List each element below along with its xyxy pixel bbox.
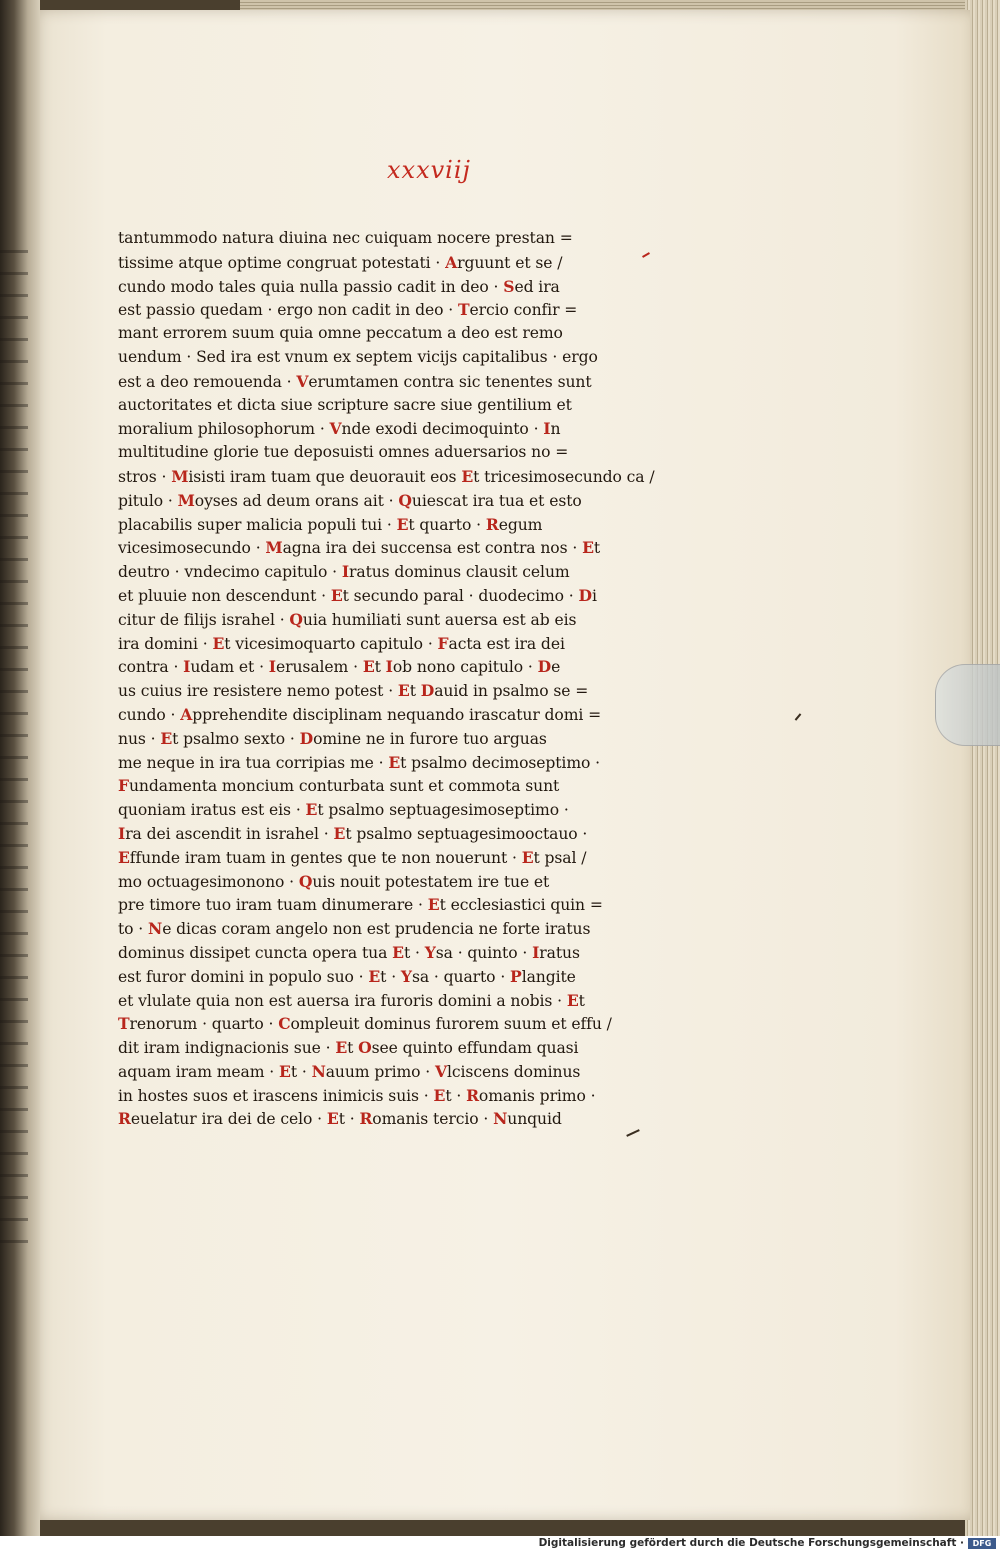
- text-segment: omanis primo ·: [478, 1086, 596, 1105]
- rubricated-initial: T: [118, 1014, 130, 1034]
- text-line: [118, 917, 688, 941]
- text-segment: uiescat ira tua et esto: [411, 491, 582, 510]
- text-segment: see quinto effundam quasi: [371, 1039, 579, 1058]
- rubricated-initial: A: [180, 704, 193, 724]
- text-line: [118, 989, 688, 1013]
- text-segment: t psalmo septuagesimoseptimo ·: [317, 801, 569, 820]
- text-segment: lciscens dominus: [447, 1062, 581, 1081]
- text-line: [118, 822, 688, 846]
- text-segment: uia humiliati sunt auersa est ab eis: [302, 610, 577, 629]
- text-line: [118, 394, 688, 418]
- text-segment: nus ·: [118, 729, 161, 748]
- rubricated-initial: I: [385, 657, 393, 677]
- text-segment: ratus dominus clausit celum: [349, 563, 570, 582]
- footer-bar: [0, 1536, 1000, 1551]
- text-segment: moralium philosophorum ·: [118, 420, 330, 439]
- text-segment: euelatur ira dei de celo ·: [130, 1110, 327, 1129]
- text-segment: t psalmo sexto ·: [172, 729, 300, 748]
- text-segment: sa · quarto ·: [411, 967, 511, 986]
- ink-mark: [795, 713, 802, 720]
- rubricated-initial: E: [433, 1085, 446, 1105]
- text-segment: udam et ·: [190, 658, 269, 677]
- text-line: [118, 965, 688, 989]
- text-segment: omine ne in furore tuo arguas: [313, 729, 547, 748]
- text-segment: oyses ad deum orans ait ·: [194, 491, 399, 510]
- text-segment: tissime atque optime congruat potestati ·: [118, 253, 446, 272]
- text-segment: multitudine glorie tue deposuisti omnes aduersarios no =: [118, 443, 569, 462]
- text-line: [118, 798, 688, 822]
- text-line: [118, 751, 688, 775]
- text-segment: ompleuit dominus furorem suum et effu /: [290, 1015, 612, 1034]
- text-line: [118, 679, 688, 703]
- rubricated-initial: M: [177, 490, 195, 510]
- text-line: [118, 632, 688, 656]
- rubricated-initial: E: [279, 1061, 291, 1081]
- previous-page-text: [0, 250, 28, 1250]
- text-segment: unquid: [507, 1110, 562, 1129]
- text-segment: dit iram indignacionis sue ·: [118, 1039, 336, 1058]
- text-segment: pitulo ·: [118, 491, 178, 510]
- text-segment: t: [578, 991, 585, 1010]
- rubricated-initial: T: [457, 300, 470, 320]
- text-segment: undamenta moncium conturbata sunt et commota sunt: [128, 777, 560, 796]
- dfg-logo: DFG: [968, 1538, 996, 1549]
- text-segment: est a deo remouenda ·: [118, 372, 297, 391]
- text-segment: quoniam iratus est eis ·: [118, 801, 306, 820]
- text-segment: t ·: [403, 943, 425, 962]
- text-line: [118, 346, 688, 370]
- rubricated-initial: E: [330, 585, 343, 605]
- rubricated-initial: D: [299, 728, 314, 748]
- rubricated-initial: N: [148, 919, 163, 939]
- rubricated-initial: Q: [398, 490, 412, 510]
- text-segment: e dicas coram angelo non est prudencia ne forte iratus: [162, 920, 591, 939]
- rubricated-initial: O: [358, 1038, 372, 1058]
- text-line: [118, 703, 688, 727]
- text-segment: sa · quinto ·: [435, 943, 533, 962]
- text-line: [118, 417, 688, 441]
- text-segment: t: [374, 658, 386, 677]
- text-segment: ra dei ascendit in israhel ·: [125, 824, 334, 843]
- rubricated-initial: E: [212, 633, 225, 653]
- text-line: [118, 1107, 688, 1131]
- rubricated-initial: Y: [400, 966, 412, 986]
- text-segment: contra ·: [118, 658, 184, 677]
- text-segment: mo octuagesimonono ·: [118, 872, 299, 891]
- rubricated-initial: N: [493, 1109, 508, 1129]
- text-segment: tantummodo natura diuina nec cuiquam nocere prestan =: [118, 229, 573, 247]
- text-line: [118, 1012, 688, 1036]
- text-segment: citur de filijs israhel ·: [118, 610, 290, 629]
- text-segment: me neque in ira tua corripias me ·: [118, 753, 389, 772]
- text-line: [118, 489, 688, 513]
- text-segment: t: [347, 1039, 359, 1058]
- text-line: [118, 275, 688, 299]
- text-line: [118, 560, 688, 584]
- text-segment: deutro · vndecimo capitulo ·: [118, 563, 342, 582]
- rubricated-initial: D: [578, 585, 592, 605]
- rubricated-initial: E: [160, 728, 173, 748]
- text-segment: vicesimosecundo ·: [118, 539, 266, 558]
- rubricated-initial: E: [388, 752, 401, 772]
- text-segment: uendum · Sed ira est vnum ex septem vicijs capitalibus · ergo: [118, 347, 598, 366]
- text-line: [118, 846, 688, 870]
- text-segment: t psalmo decimoseptimo ·: [400, 753, 601, 772]
- rubricated-initial: Y: [424, 942, 436, 962]
- rubricated-initial: I: [532, 942, 540, 962]
- text-segment: ira domini ·: [118, 634, 213, 653]
- text-line: [118, 536, 688, 560]
- text-segment: et vlulate quia non est auersa ira furoris domini a nobis ·: [118, 991, 567, 1010]
- rubricated-initial: E: [521, 847, 534, 867]
- rubricated-initial: E: [397, 681, 410, 701]
- text-line: [118, 1084, 688, 1108]
- rubricated-initial: E: [333, 823, 346, 843]
- rubricated-initial: E: [392, 942, 404, 962]
- rubricated-initial: I: [183, 657, 191, 677]
- text-segment: nde exodi decimoquinto ·: [341, 420, 544, 439]
- rubricated-initial: V: [296, 371, 309, 391]
- text-segment: omanis tercio ·: [372, 1110, 494, 1129]
- rubricated-initial: M: [171, 466, 189, 486]
- rubricated-initial: Q: [298, 871, 313, 891]
- rubricated-initial: E: [566, 990, 579, 1010]
- rubricated-initial: S: [503, 276, 515, 296]
- text-segment: auctoritates et dicta siue scripture sacre siue gentilium et: [118, 395, 572, 414]
- rubricated-initial: E: [368, 966, 381, 986]
- page-stack-edges: [965, 0, 1000, 1536]
- text-segment: t ·: [380, 967, 401, 986]
- text-segment: auid in psalmo se =: [434, 682, 589, 701]
- text-segment: t: [593, 539, 601, 558]
- text-segment: t ·: [290, 1062, 312, 1081]
- rubricated-initial: I: [543, 419, 551, 439]
- text-line: [118, 584, 688, 608]
- text-segment: t tricesimosecundo ca /: [473, 467, 655, 486]
- text-segment: ercio confir =: [469, 301, 578, 320]
- text-segment: t vicesimoquarto capitulo ·: [224, 634, 438, 653]
- rubricated-initial: R: [359, 1109, 373, 1129]
- text-segment: t secundo paral · duodecimo ·: [342, 586, 579, 605]
- text-segment: mant errorem suum quia omne peccatum a deo est remo: [118, 324, 563, 343]
- rubricated-initial: I: [268, 657, 276, 677]
- rubricated-initial: A: [445, 252, 458, 272]
- text-line: [118, 298, 688, 322]
- text-segment: acta est ira dei: [448, 634, 565, 653]
- text-segment: aquam iram meam ·: [118, 1062, 280, 1081]
- text-segment: ffunde iram tuam in gentes que te non nouerunt ·: [129, 848, 522, 867]
- rubricated-initial: E: [335, 1038, 348, 1058]
- text-line: [118, 227, 688, 251]
- text-segment: stros ·: [118, 467, 172, 486]
- text-segment: t quarto ·: [408, 515, 486, 534]
- rubricated-initial: Q: [289, 609, 303, 629]
- rubricated-initial: E: [396, 514, 409, 534]
- text-segment: t ·: [338, 1110, 360, 1129]
- text-segment: egum: [498, 515, 543, 534]
- text-line: [118, 513, 688, 537]
- text-line: [118, 465, 688, 489]
- rubricated-initial: F: [437, 633, 449, 653]
- text-segment: e: [551, 658, 561, 677]
- text-line: [118, 655, 688, 679]
- rubricated-initial: V: [329, 419, 342, 439]
- rubricated-initial: E: [305, 800, 318, 820]
- text-segment: i: [591, 586, 597, 605]
- text-segment: in hostes suos et irascens inimicis suis ·: [118, 1086, 434, 1105]
- text-segment: t psal /: [533, 848, 587, 867]
- text-segment: ed ira: [514, 277, 560, 296]
- previous-page-edge: [0, 0, 40, 1536]
- text-segment: erusalem ·: [276, 658, 363, 677]
- rubricated-initial: R: [118, 1109, 131, 1129]
- text-segment: t psalmo septuagesimooctauo ·: [345, 824, 588, 843]
- text-segment: et pluuie non descendunt ·: [118, 586, 331, 605]
- rubricated-initial: D: [537, 657, 552, 677]
- text-line: [118, 870, 688, 894]
- text-segment: cundo modo tales quia nulla passio cadit in deo ·: [118, 277, 504, 296]
- rubricated-initial: P: [510, 966, 522, 986]
- text-segment: t: [409, 682, 421, 701]
- rubricated-initial: R: [466, 1085, 479, 1105]
- rubricated-initial: R: [485, 514, 499, 534]
- text-segment: auum primo ·: [325, 1062, 436, 1081]
- text-segment: dominus dissipet cuncta opera tua: [118, 943, 393, 962]
- text-line: [118, 1060, 688, 1084]
- text-segment: rguunt et se /: [457, 253, 563, 272]
- rubricated-initial: E: [118, 847, 130, 867]
- text-segment: t ecclesiastici quin =: [439, 896, 603, 915]
- text-segment: uis nouit potestatem ire tue et: [312, 872, 550, 891]
- rubricated-initial: M: [265, 538, 283, 558]
- text-line: [118, 608, 688, 632]
- text-segment: pre timore tuo iram tuam dinumerare ·: [118, 896, 428, 915]
- footer-credit: Digitalisierung gefördert durch die Deutsche Forschungsgemeinschaft ·: [538, 1537, 964, 1549]
- text-line: [118, 774, 688, 798]
- rubricated-initial: N: [311, 1061, 326, 1081]
- text-segment: ratus: [539, 943, 580, 962]
- text-segment: to ·: [118, 920, 149, 939]
- folio-number: xxxviij: [387, 156, 471, 184]
- rubricated-initial: E: [427, 895, 440, 915]
- text-segment: t ·: [445, 1086, 467, 1105]
- text-segment: langite: [521, 967, 576, 986]
- text-segment: renorum · quarto ·: [129, 1015, 279, 1034]
- text-segment: cundo ·: [118, 705, 181, 724]
- text-line: [118, 941, 688, 965]
- text-segment: n: [550, 420, 561, 439]
- rubricated-initial: I: [118, 823, 126, 843]
- rubricated-initial: E: [362, 657, 375, 677]
- text-segment: ob nono capitulo ·: [392, 658, 538, 677]
- text-segment: erumtamen contra sic tenentes sunt: [308, 372, 592, 391]
- manuscript-page: [32, 10, 970, 1520]
- text-line: [118, 893, 688, 917]
- text-line: [118, 1036, 688, 1060]
- page-marker-clip: [935, 664, 1000, 746]
- text-block: [118, 227, 688, 1131]
- text-segment: est passio quedam · ergo non cadit in deo ·: [118, 301, 458, 320]
- text-segment: pprehendite disciplinam nequando irascatur domi =: [192, 705, 602, 724]
- rubricated-initial: C: [278, 1014, 291, 1034]
- text-line: [118, 727, 688, 751]
- rubricated-initial: E: [461, 466, 474, 486]
- text-segment: us cuius ire resistere nemo potest ·: [118, 682, 398, 701]
- text-segment: agna ira dei succensa est contra nos ·: [282, 539, 583, 558]
- text-line: [118, 370, 688, 394]
- text-segment: est furor domini in populo suo ·: [118, 967, 369, 986]
- rubricated-initial: I: [341, 562, 350, 582]
- rubricated-initial: E: [582, 538, 594, 558]
- rubricated-initial: D: [420, 681, 435, 701]
- text-segment: isisti iram tuam que deuorauit eos: [188, 467, 462, 486]
- text-line: [118, 251, 688, 275]
- rubricated-initial: F: [118, 776, 129, 796]
- rubricated-initial: E: [326, 1109, 339, 1129]
- text-segment: placabilis super malicia populi tui ·: [118, 515, 397, 534]
- text-line: [118, 322, 688, 346]
- text-line: [118, 441, 688, 465]
- rubricated-initial: V: [435, 1061, 448, 1081]
